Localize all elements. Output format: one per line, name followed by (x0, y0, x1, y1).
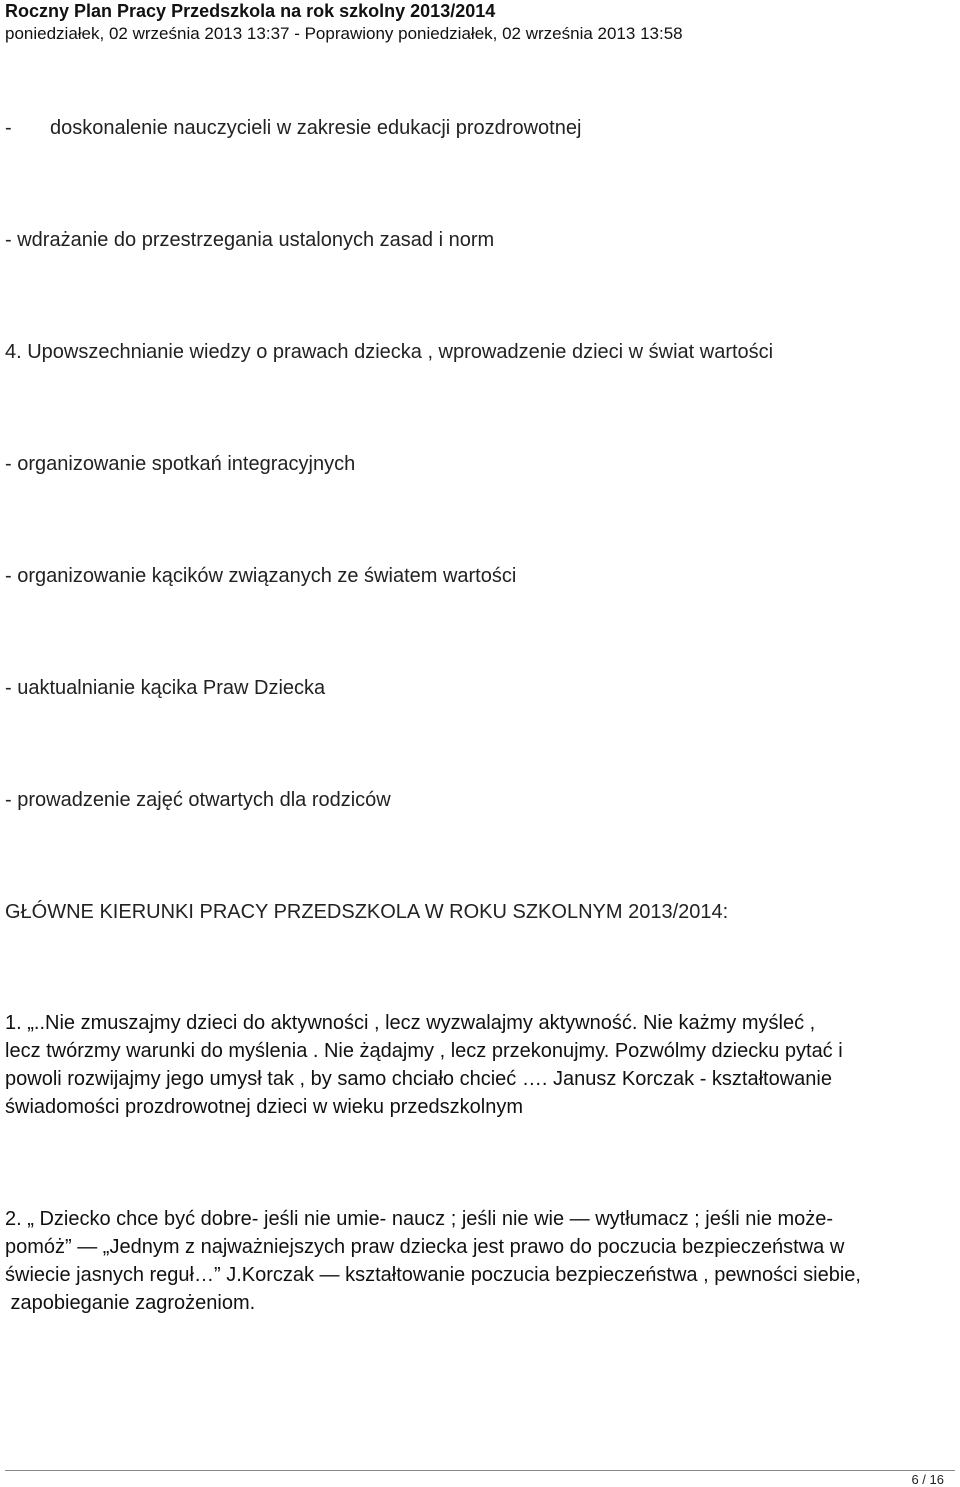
section-heading: 4. Upowszechnianie wiedzy o prawach dziecka , wprowadzenie dzieci w świat wartości (5, 341, 774, 363)
list-item: - prowadzenie zajęć otwartych dla rodziców (5, 789, 391, 811)
footer-divider (5, 1470, 955, 1471)
list-item: - uaktualnianie kącika Praw Dziecka (5, 677, 326, 699)
quote-line: 2. „ Dziecko chce być dobre- jeśli nie umie- naucz ; jeśli nie wie — wytłumacz ; jeśli nie może- (5, 1208, 834, 1230)
quote-line: świadomości prozdrowotnej dzieci w wieku przedszkolnym (5, 1096, 523, 1118)
section-heading: GŁÓWNE KIERUNKI PRACY PRZEDSZKOLA W ROKU SZKOLNYM 2013/2014: (5, 901, 729, 923)
quote-line: świecie jasnych reguł…” J.Korczak — kształtowanie poczucia bezpieczeństwa , pewności siebie, (5, 1264, 861, 1286)
quote-line: lecz twórzmy warunki do myślenia . Nie żądajmy , lecz przekonujmy. Pozwólmy dziecku pytać i (5, 1040, 843, 1062)
quote-line: powoli rozwijajmy jego umysł tak , by samo chciało chcieć …. Janusz Korczak - kształtowanie (5, 1068, 832, 1090)
page-number: 6 / 16 (911, 1472, 944, 1487)
list-item (5, 115, 955, 141)
list-item: - wdrażanie do przestrzegania ustalonych zasad i norm (5, 229, 495, 251)
list-dash: - (5, 117, 12, 139)
quote-line: pomóż” — „Jednym z najważniejszych praw dziecka jest prawo do poczucia bezpieczeństwa w (5, 1236, 845, 1258)
list-item: - organizowanie spotkań integracyjnych (5, 453, 356, 475)
quote-paragraph-2 (5, 1205, 955, 1317)
document-header (5, 0, 955, 44)
page-title: Roczny Plan Pracy Przedszkola na rok szkolny 2013/2014 (5, 1, 496, 21)
list-item: - organizowanie kącików związanych ze światem wartości (5, 565, 517, 587)
quote-line: zapobieganie zagrożeniom. (5, 1292, 256, 1314)
quote-line: 1. „..Nie zmuszajmy dzieci do aktywności , lecz wyzwalajmy aktywność. Nie każmy myśleć , (5, 1012, 816, 1034)
modified-date: poniedziałek, 02 września 2013 13:37 - Poprawiony poniedziałek, 02 września 2013 13:58 (5, 24, 683, 43)
quote-paragraph-1 (5, 1009, 955, 1121)
list-item-text: doskonalenie nauczycieli w zakresie edukacji prozdrowotnej (50, 117, 582, 139)
